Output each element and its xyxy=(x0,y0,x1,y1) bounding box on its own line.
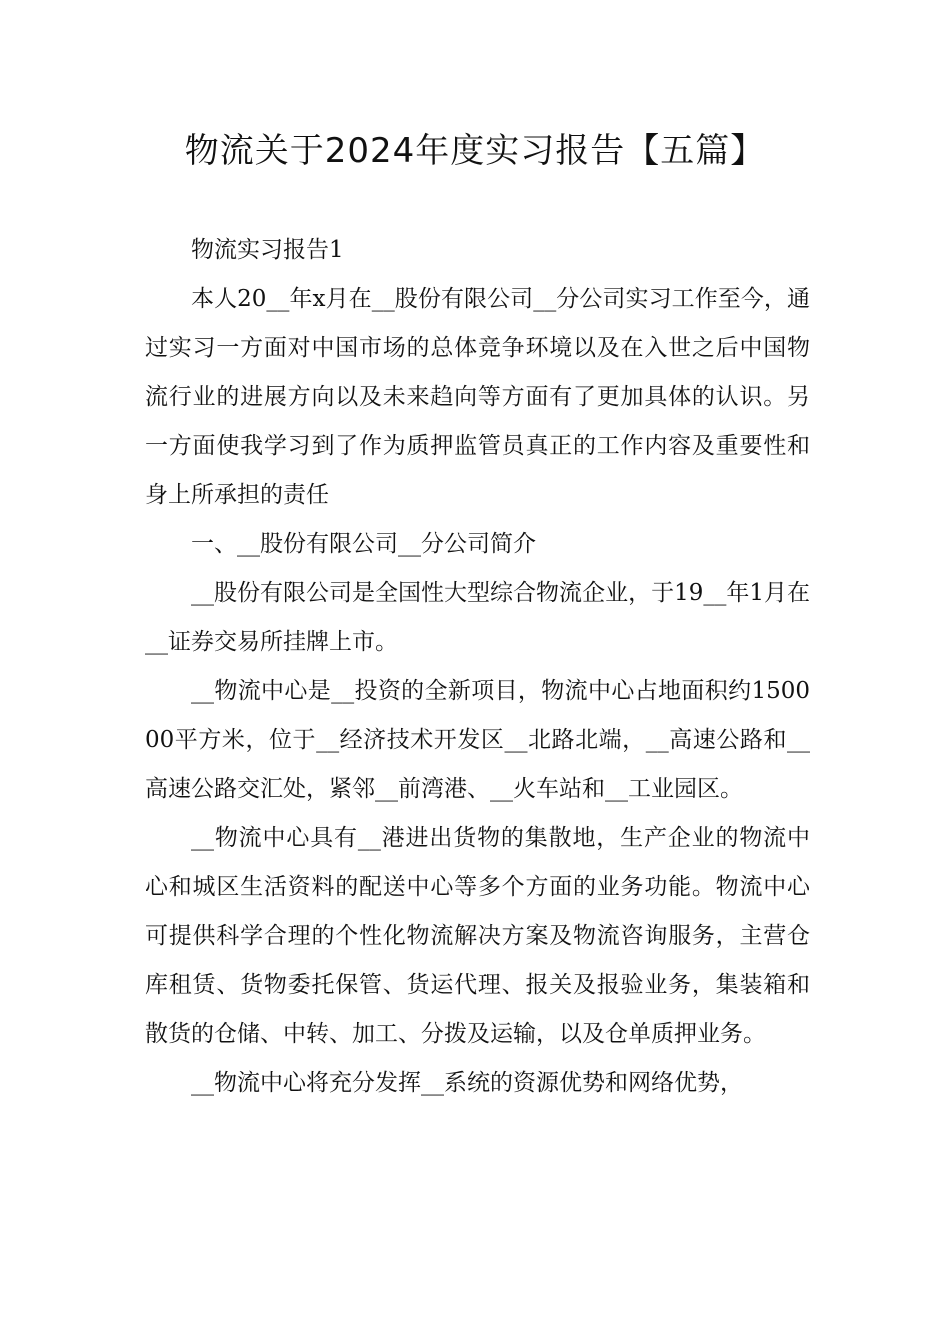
paragraph-report-heading: 物流实习报告1 xyxy=(191,237,344,263)
paragraph-business-functions: __物流中心具有__港进出货物的集散地，生产企业的物流中心和城区生活资料的配送中心等多个方面的业务功能。物流中心可提供科学合理的个性化物流解决方案及物流咨询服务，主营仓库租赁、货物委托保管、货运代理、报关及报验业务，集装箱和散货的仓储、中转、加工、分拨及运输，以及仓单质押业务。 xyxy=(145,825,810,1047)
paragraph-section-heading: 一、__股份有限公司__分公司简介 xyxy=(191,531,536,557)
document-body xyxy=(145,226,810,1108)
paragraph-intro: 本人20__年x月在__股份有限公司__分公司实习工作至今，通过实习一方面对中国市场的总体竞争环境以及在入世之后中国物流行业的进展方向以及未来趋向等方面有了更加具体的认识。另一方面使我学习到了作为质押监管员真正的工作内容及重要性和身上所承担的责任 xyxy=(145,286,810,508)
paragraph-company-profile: __股份有限公司是全国性大型综合物流企业，于19__年1月在__证券交易所挂牌上市。 xyxy=(145,580,810,655)
paragraph-advantages: __物流中心将充分发挥__系统的资源优势和网络优势， xyxy=(191,1070,743,1096)
paragraph-logistics-center: __物流中心是__投资的全新项目，物流中心占地面积约150000平方米，位于__经济技术开发区__北路北端，__高速公路和__高速公路交汇处，紧邻__前湾港、__火车站和__工业园区。 xyxy=(145,678,810,802)
document-title: 物流关于2024年度实习报告【五篇】 xyxy=(184,131,766,171)
